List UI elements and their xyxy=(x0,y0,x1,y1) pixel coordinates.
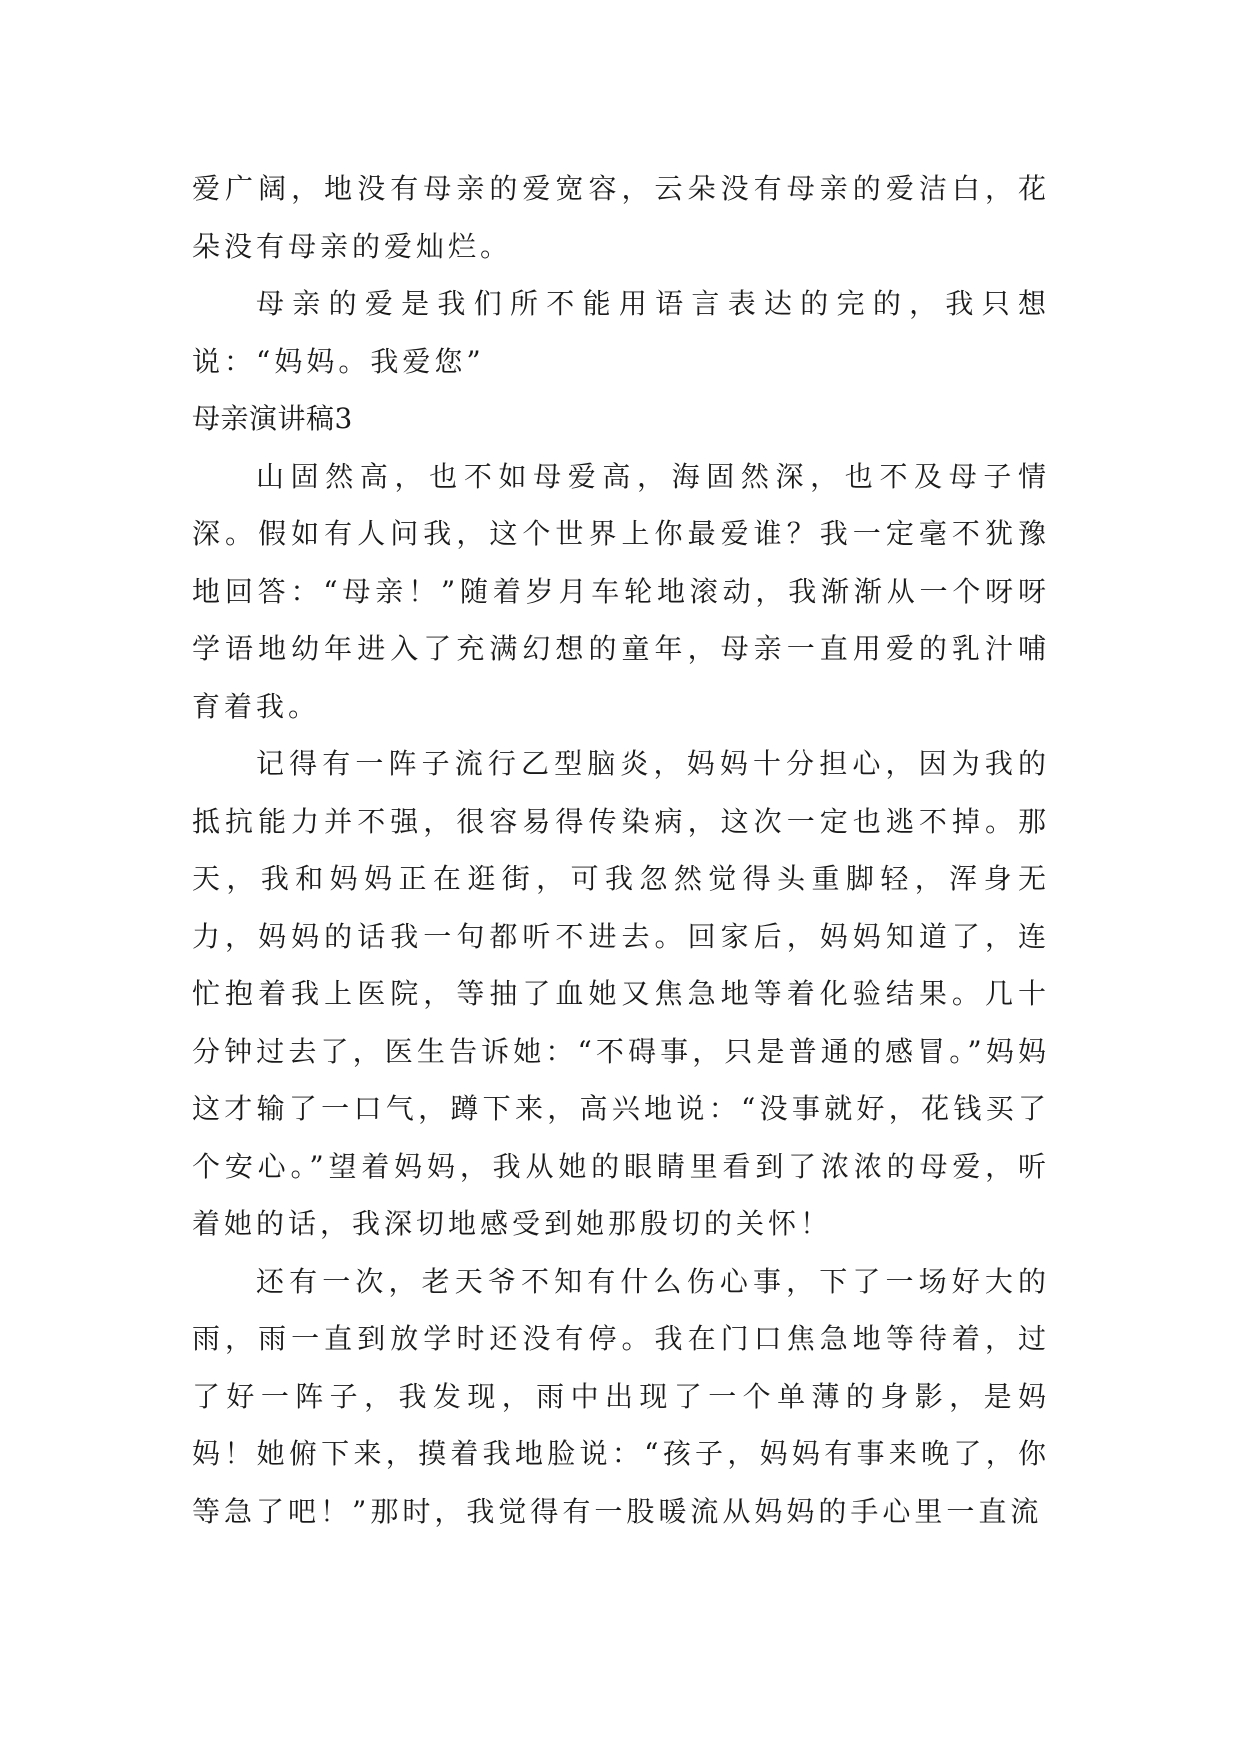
paragraph-1: 爱广阔，地没有母亲的爱宽容，云朵没有母亲的爱洁白，花朵没有母亲的爱灿烂。 xyxy=(192,172,1050,263)
paragraph-3: 山固然高，也不如母爱高，海固然深，也不及母子情深。假如有人问我，这个世界上你最爱谁？我一定毫不犹豫地回答：“母亲！”随着岁月车轮地滚动，我渐渐从一个呀呀学语地幼年进入了充满幻想的童年，母亲一直用爱的乳汁哺育着我。 xyxy=(192,459,1050,723)
section-title: 母亲演讲稿3 xyxy=(192,402,353,435)
document-body xyxy=(192,160,1050,1540)
paragraph-4: 记得有一阵子流行乙型脑炎，妈妈十分担心，因为我的抵抗能力并不强，很容易得传染病，这次一定也逃不掉。那天，我和妈妈正在逛街，可我忽然觉得头重脚轻，浑身无力，妈妈的话我一句都听不进去。回家后，妈妈知道了，连忙抱着我上医院，等抽了血她又焦急地等着化验结果。几十分钟过去了，医生告诉她：“不碍事，只是普通的感冒。”妈妈这才输了一口气，蹲下来，高兴地说：“没事就好，花钱买了个安心。”望着妈妈，我从她的眼睛里看到了浓浓的母爱，听着她的话，我深切地感受到她那殷切的关怀！ xyxy=(192,747,1050,1240)
paragraph-5: 还有一次，老天爷不知有什么伤心事，下了一场好大的雨，雨一直到放学时还没有停。我在门口焦急地等待着，过了好一阵子，我发现，雨中出现了一个单薄的身影，是妈妈！她俯下来，摸着我地脸说：“孩子，妈妈有事来晚了，你等急了吧！”那时，我觉得有一股暖流从妈妈的手心里一直流 xyxy=(192,1264,1050,1528)
paragraph-2: 母亲的爱是我们所不能用语言表达的完的，我只想说：“妈妈。我爱您” xyxy=(192,287,1050,378)
